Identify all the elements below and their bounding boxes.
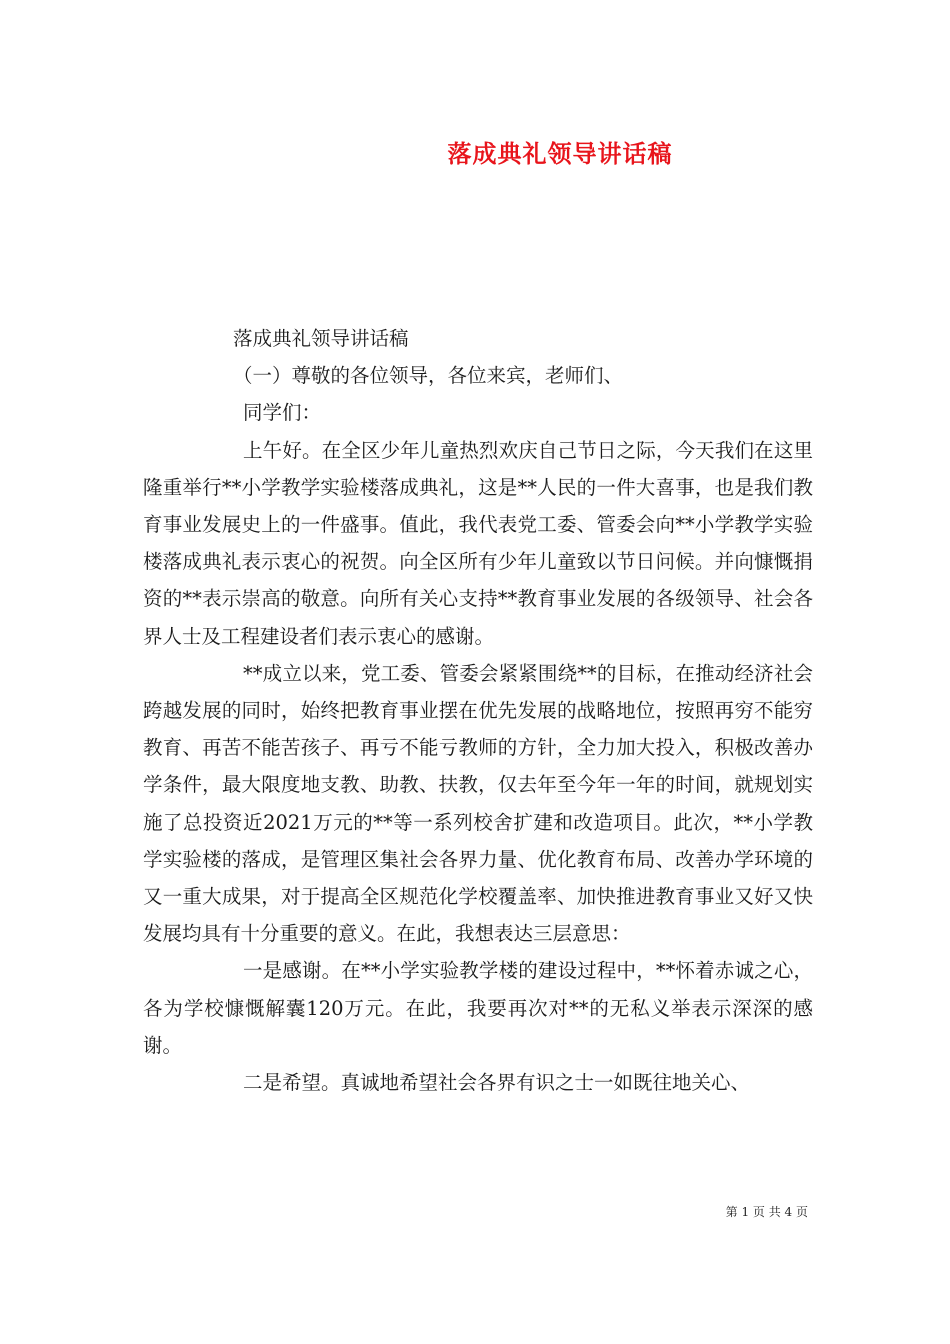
page-title: 落成典礼领导讲话稿 [447, 139, 673, 168]
paragraph-greeting: 上午好。在全区少年儿童热烈欢庆自己节日之际，今天我们在这里隆重举行**小学教学实验楼落成典礼，这是**人民的一件大喜事，也是我们教育事业发展史上的一件盛事。值此，我代表党工委、管委会向**小学教学实验楼落成典礼表示衷心的祝贺。向全区所有少年儿童致以节日问候。并向慷慨捐资的**表示崇高的敬意。向所有关心支持**教育事业发展的各级领导、社会各界人士及工程建设者们表示衷心的感谢。 [143, 438, 813, 648]
paragraph-thanks: 一是感谢。在**小学实验教学楼的建设过程中，**怀着赤诚之心，各为学校慷慨解囊120万元。在此，我要再次对**的无私义举表示深深的感谢。 [143, 959, 813, 1057]
page-number: 第 1 页 共 4 页 [725, 1205, 808, 1219]
salutation-line-1: （一）尊敬的各位领导，各位来宾，老师们、 [233, 364, 624, 388]
document-subtitle: 落成典礼领导讲话稿 [233, 327, 409, 350]
paragraph-development: **成立以来，党工委、管委会紧紧围绕**的目标，在推动经济社会跨越发展的同时，始终把教育事业摆在优先发展的战略地位，按照再穷不能穷教育、再苦不能苦孩子、再亏不能亏教师的方针，全力加大投入，积极改善办学条件，最大限度地支教、助教、扶教，仅去年至今年一年的时间，就规划实施了总投资近2021万元的**等一系列校舍扩建和改造项目。此次，**小学教学实验楼的落成，是管理区集社会各界力量、优化教育布局、改善办学环境的又一重大成果，对于提高全区规范化学校覆盖率、加快推进教育事业又好又快发展均具有十分重要的意义。在此，我想表达三层意思： [143, 661, 813, 946]
document-body [143, 320, 813, 1101]
salutation-line-2: 同学们： [243, 401, 322, 425]
paragraph-hope: 二是希望。真诚地希望社会各界有识之士一如既往地关心、 [243, 1071, 751, 1095]
